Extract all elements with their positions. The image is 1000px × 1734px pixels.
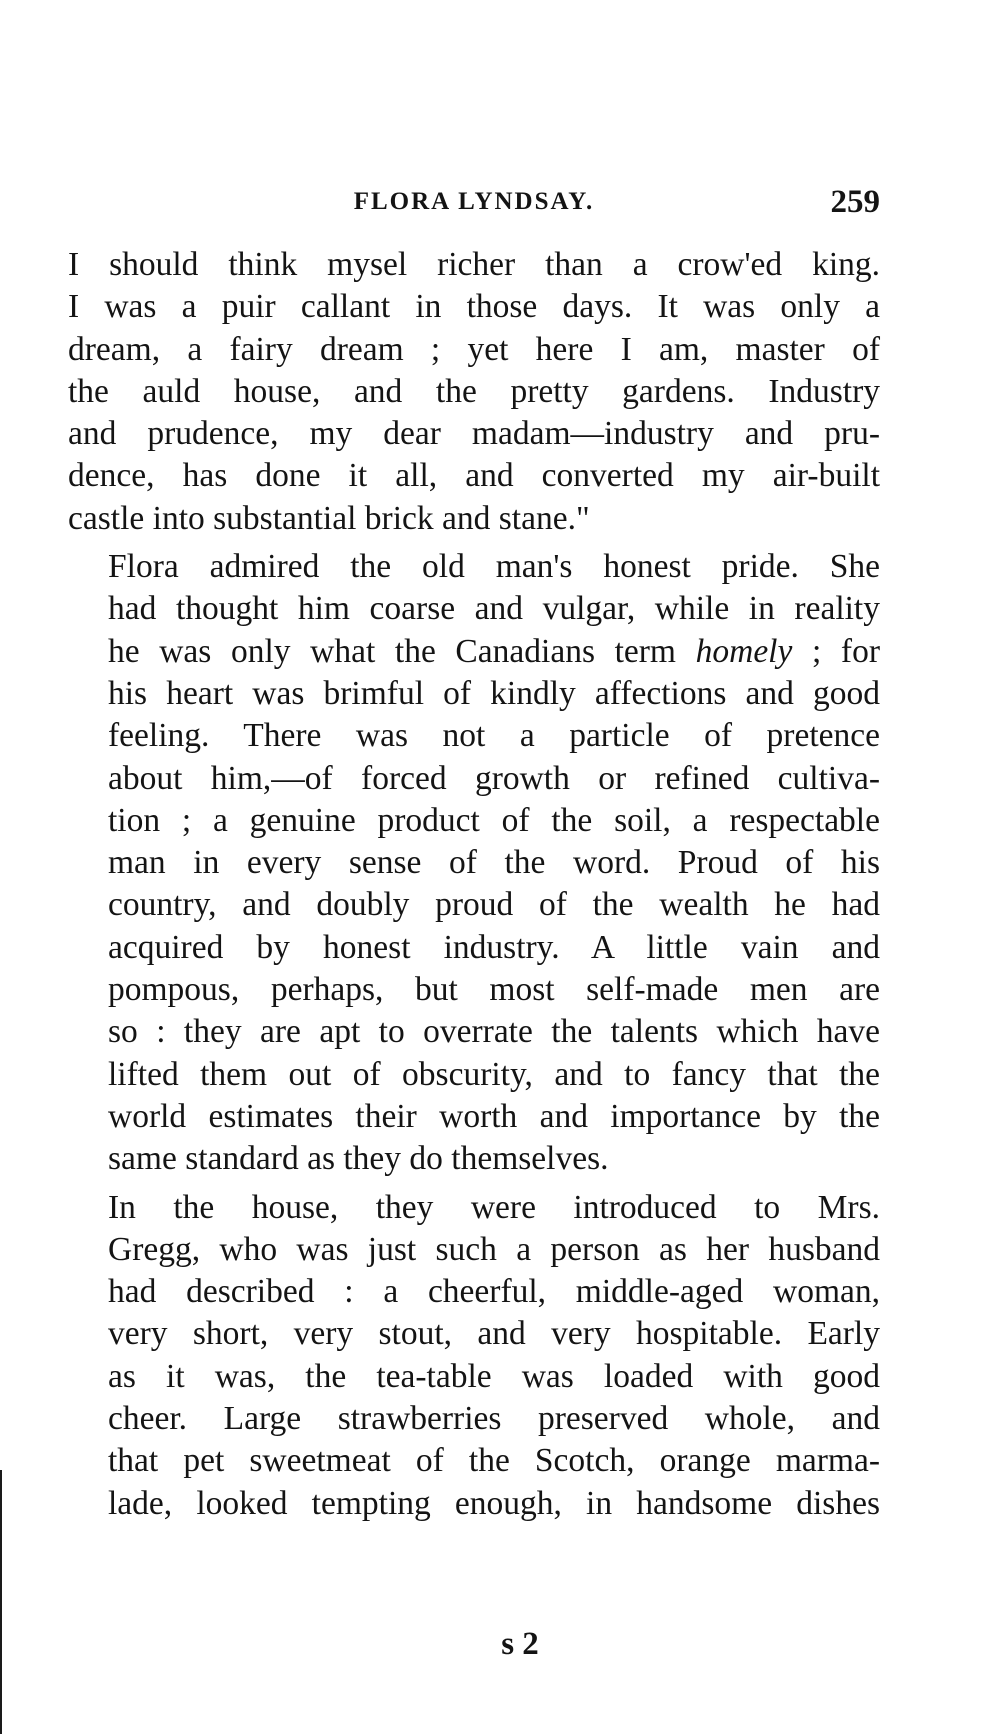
text-line: about him,—of forced growth or refined cultiva- [108,759,880,797]
text-line: as it was, the tea-table was loaded with good [108,1357,880,1395]
text-line: same standard as they do themselves. [108,1140,609,1178]
page-header [68,184,880,228]
signature-mark: s 2 [501,1626,539,1662]
page-edge-line [0,1470,2,1734]
text-line: the auld house, and the pretty gardens. Industry [68,372,880,410]
text-line: man in every sense of the word. Proud of his [108,844,880,882]
text-line: acquired by honest industry. A little vain and [108,928,880,966]
text-line: I should think mysel richer than a crow'ed king. [68,246,880,283]
text-line: feeling. There was not a particle of pretence [108,717,880,755]
text-line: castle into substantial brick and stane." [68,499,590,537]
text-line: had described : a cheerful, middle-aged woman, [108,1273,880,1311]
text-line: tion ; a genuine product of the soil, a respectable [108,801,880,839]
text-line: world estimates their worth and importance by the [108,1097,880,1135]
body-text [68,244,880,1525]
paragraph-1 [68,244,880,540]
text-line: his heart was brimful of kindly affections and good [108,674,880,712]
text-line: lifted them out of obscurity, and to fancy that the [108,1055,880,1093]
text-line: I was a puir callant in those days. It was only a [68,288,880,326]
text-line: dream, a fairy dream ; yet here I am, master of [68,330,880,368]
text-line: very short, very stout, and very hospitable. Early [108,1315,880,1353]
page-number: 259 [830,184,880,220]
text-line: so : they are apt to overrate the talents which have [108,1013,880,1051]
text-line: he was only what the Canadians term homely ; for [108,632,880,670]
text-line: dence, has done it all, and converted my air-built [68,457,880,495]
text-line: that pet sweetmeat of the Scotch, orange marma- [108,1442,880,1480]
running-title: FLORA LYNDSAY. [353,188,595,215]
text-line: In the house, they were introduced to Mrs. [108,1188,880,1226]
text-line: Flora admired the old man's honest pride. She [108,548,880,586]
text-line: country, and doubly proud of the wealth he had [108,886,880,924]
text-line: pompous, perhaps, but most self-made men are [108,971,880,1009]
text-line: cheer. Large strawberries preserved whole, and [108,1400,880,1438]
text-line: lade, looked tempting enough, in handsome dishes [108,1484,880,1522]
paragraph-3 [68,1187,880,1525]
text-line: and prudence, my dear madam—industry and pru- [68,415,880,453]
paragraph-2 [68,546,880,1180]
text-line: had thought him coarse and vulgar, while in reality [108,590,880,628]
text-line: Gregg, who was just such a person as her husband [108,1230,880,1268]
